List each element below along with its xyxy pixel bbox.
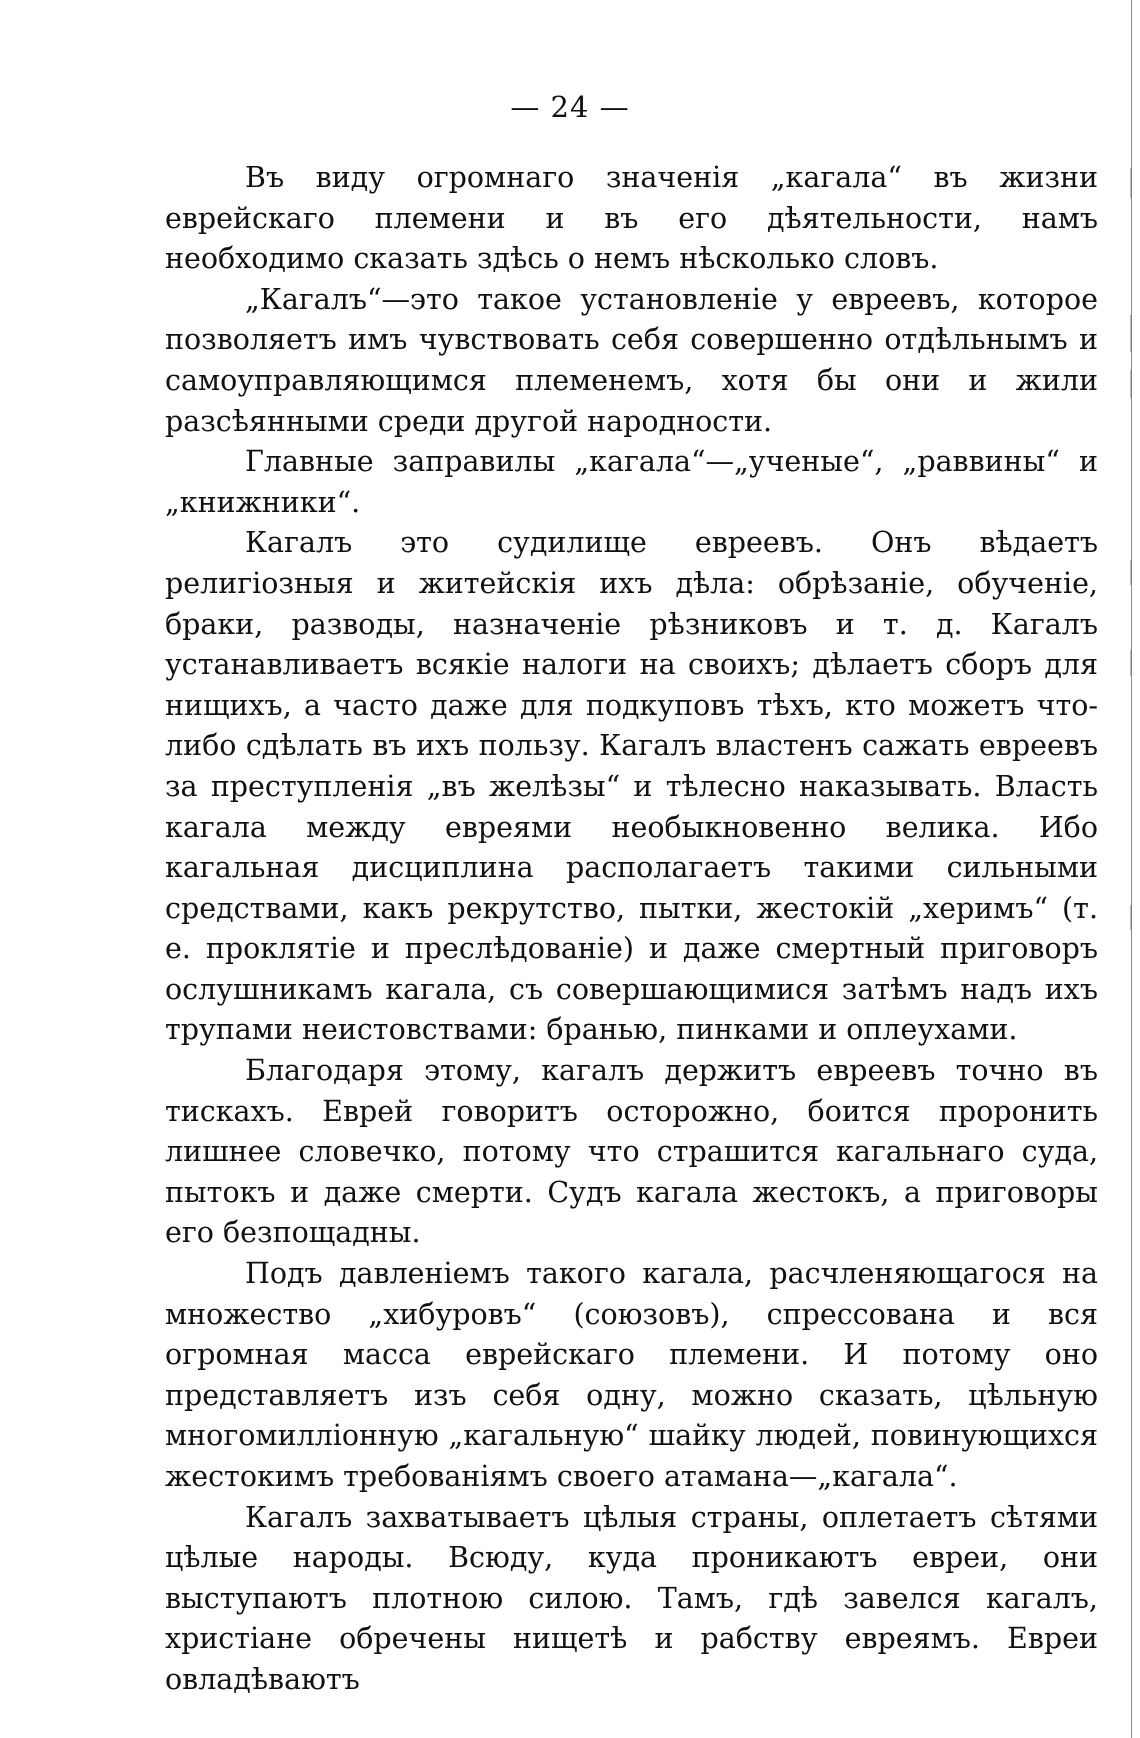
body-text [165,158,1098,1701]
page-edge-marks [1128,0,1136,1738]
paragraph-1: Въ виду огромнаго значенія „кагала“ въ жизни еврейскаго племени и въ его дѣятельности, намъ необходимо сказать здѣсь о немъ нѣсколько словъ. [165,161,1098,276]
paragraph-5: Благодаря этому, кагалъ держитъ евреевъ точно въ тискахъ. Еврей говоритъ осторожно, боится проронить лишнее словечко, потому что страшится кагальнаго суда, пытокъ и даже смерти. Судъ кагала жестокъ, а приговоры его безпощадны. [165,1054,1098,1250]
paragraph-4: Кагалъ это судилище евреевъ. Онъ вѣдаетъ религіозныя и житейскія ихъ дѣла: обрѣзаніе, обученіе, браки, разводы, назначеніе рѣзниковъ и т. д. Кагалъ устанавливаетъ всякіе налоги на своихъ; дѣлаетъ сборъ для нищихъ, а часто даже для подкуповъ тѣхъ, кто можетъ что-либо сдѣлать въ ихъ пользу. Кагалъ властенъ сажать евреевъ за преступленія „въ желѣзы“ и тѣлесно наказывать. Власть кагала между евреями необыкновенно велика. Ибо кагальная дисциплина располагаетъ такими сильными средствами, какъ рекрутство, пытки, жестокій „херимъ“ (т. е. проклятіе и преслѣдованіе) и даже смертный приговоръ ослушникамъ кагала, съ совершающимися затѣмъ надъ ихъ трупами неистовствами: бранью, пинками и оплеухами. [165,526,1098,1047]
paragraph-3: Главные заправилы „кагала“—„ученые“, „раввины“ и „книжники“. [165,445,1098,519]
paragraph-7: Кагалъ захватываетъ цѣлыя страны, оплетаетъ сѣтями цѣлые народы. Всюду, куда проникаютъ евреи, они выступаютъ плотною силою. Тамъ, гдѣ завелся кагалъ, христіане обречены нищетѣ и рабству евреямъ. Евреи овладѣваютъ [165,1500,1098,1696]
paragraph-2: „Кагалъ“—это такое установленіе у евреевъ, которое позволяетъ имъ чувствовать себя совершенно отдѣльнымъ и самоуправляющимся племенемъ, хотя бы они и жили разсѣянными среди другой народности. [165,282,1098,438]
paragraph-6: Подъ давленіемъ такого кагала, расчленяющагося на множество „хибуровъ“ (союзовъ), спрессована и вся огромная масса еврейскаго племени. И потому оно представляетъ изъ себя одну, можно сказать, цѣльную многомилліонную „кагальную“ шайку людей, повинующихся жестокимъ требованіямъ своего атамана—„кагала“. [165,1257,1098,1493]
page-number: — 24 — [510,90,630,124]
